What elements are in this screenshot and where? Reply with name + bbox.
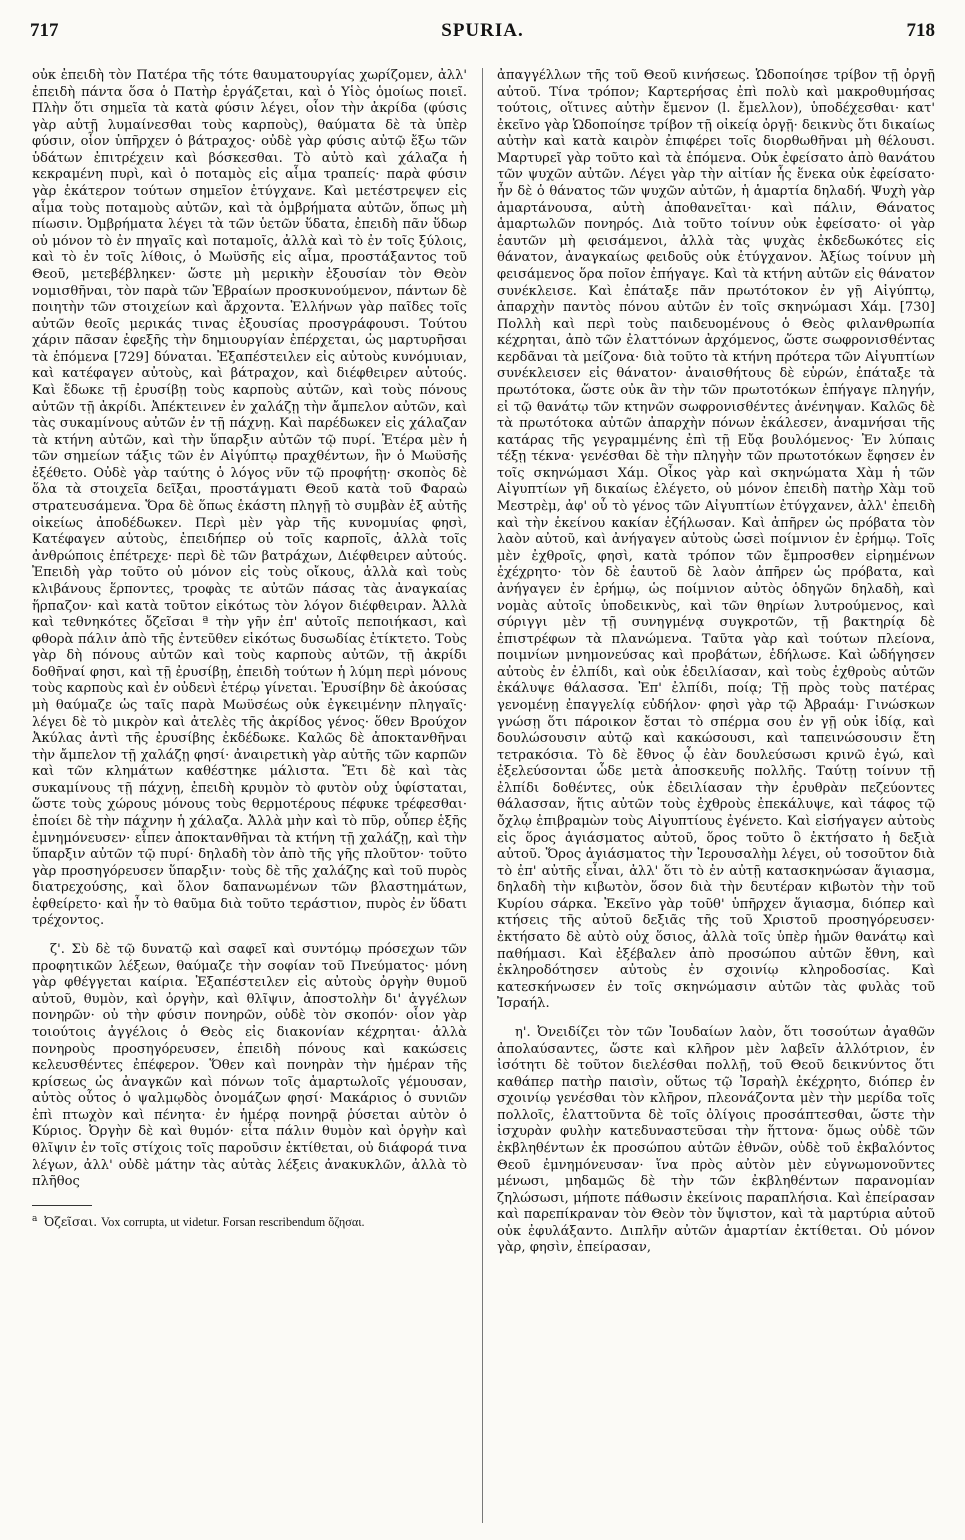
page-header [0,20,965,50]
footnote-latin: Vox corrupta, ut videtur. Forsan rescribendum ὄζησαι. [101,1214,365,1229]
footnote-mark: a [32,1213,38,1224]
running-head: SPURIA. [441,20,524,41]
page-number-left: 717 [30,20,59,41]
left-paragraph-1: οὐκ ἐπειδὴ τὸν Πατέρα τῆς τότε θαυματουργίας χωρίζομεν, ἀλλ' ἐπειδὴ πάντα ὅσα ὁ Πατὴρ ἐργάζεται, καὶ ὁ Υἱὸς ὁμοίως ποιεῖ. Πλὴν ὅτι σημεῖα τὰ κατὰ φύσιν λέγει, οἷον τὴν ἀκρίδα (φύσις γὰρ αὐτῇ λυμαίνεσθαι τοὺς καρποὺς), θαύματα δὲ τὰ ὑπὲρ φύσιν, οἷον ὑπῆρχεν ὁ βάτραχος· οὐδὲ γὰρ φύσις αὐτῷ ἔξω τῶν ὑδάτων ἐπιτρέχειν καὶ βόσκεσθαι. Τὸ αὐτὸ καὶ χάλαζα ἡ κεκραμένη πυρὶ, καὶ ὁ ποταμὸς εἰς αἷμα τραπείς· παρὰ φύσιν γὰρ ἑκάτερον τούτων σημεῖον ἐτύγχανε. Καὶ μετέστρεψεν εἰς αἷμα τοὺς ποταμοὺς αὐτῶν, καὶ τὰ ὀμβρήματα αὐτῶν, ὅπως μὴ πίωσιν. Ὀμβρήματα λέγει τὰ τῶν ὑετῶν ὕδατα, ἐπειδὴ πᾶν ὕδωρ οὐ μόνον τὸ ἐν πηγαῖς καὶ ποταμοῖς, ἀλλὰ καὶ τὸ ἐν τοῖς ξύλοις, καὶ τὸ ἐν τοῖς λίθοις, ὁ Μωϋσῆς εἰς αἷμα, προστάξαντος τοῦ Θεοῦ, μετεβέβληκεν· ὥστε μὴ μερικὴν ἐξουσίαν τὸν Θεὸν νομισθῆναι, τὸν παρὰ τῶν Ἑβραίων προσκυνούμενον, πάντων δὲ ποιητὴν τῶν στοιχείων καὶ ἄρχοντα. Ἑλλήνων γὰρ παῖδες τοῖς αὐτῶν θεοῖς μερικάς τινας ἐξουσίας προσγράφουσι. Τούτου χάριν πᾶσαν ἐφεξῆς τὴν δημιουργίαν ἐπέρχεται, ὡς μαρτυρῆσαι τὰ ἑπόμενα [729] δύναται. Ἐξαπέστειλεν εἰς αὐτοὺς κυνόμυιαν, καὶ κατέφαγεν αὐτοὺς, καὶ βάτραχον, καὶ διέφθειρεν αὐτούς. Καὶ ἔδωκε τῇ ἐρυσίβῃ τοὺς καρποὺς αὐτῶν, καὶ τοὺς πόνους αὐτῶν τῇ ἀκρίδι. Ἀπέκτεινεν ἐν χαλάζῃ τὴν ἄμπελον αὐτῶν, καὶ τὰς συκαμίνους αὐτῶν ἐν τῇ πάχνῃ. Καὶ παρέδωκεν εἰς χάλαζαν τὰ κτήνη αὐτῶν, καὶ τὴν ὕπαρξιν αὐτῶν τῷ πυρί. Ἑτέρα μὲν ἡ τῶν σημείων τάξις τῶν ἐν Αἰγύπτῳ πραχθέντων, ἣν ὁ Μωϋσῆς ἐξέθετο. Οὐδὲ γὰρ ταύτης ὁ λόγος νῦν τῷ προφήτῃ· σκοπὸς δὲ ὅλα τὰ στοιχεῖα δεῖξαι, προστάγματι Θεοῦ κατὰ τοῦ Φαραὼ στρατευσάμενα. Ὅρα δὲ ὅπως ἑκάστη πληγῇ τὸ συμβὰν ἐξ αὐτῆς οἰκείως ἀποδέδωκεν. Περὶ μὲν γὰρ τῆς κυνομυίας φησὶ, Κατέφαγεν αὐτοὺς, ἐπειδήπερ οὐ τοῖς καρποῖς, ἀλλὰ τοῖς ἀνθρώποις ἐπέτρεχε· περὶ δὲ τῶν βατράχων, Διέφθειρεν αὐτούς. Ἐπειδὴ γὰρ τοῦτο οὐ μόνον εἰς τοὺς οἴκους, ἀλλὰ καὶ τοὺς κλιβάνους ἕρποντες, τροφὰς τε αὐτῶν πάσας τὰς ἀναγκαίας ἥρπαζον· καὶ κατὰ τοῦτον εἰκότως τὸν λόγον διέφθειραν. Ἀλλὰ καὶ τεθνηκότες ὄζεῖσαι ª τὴν γῆν ἐπ' αὐτοῖς πεποιήκασι, καὶ φθορὰ πάλιν ἀπὸ τῆς ἐντεῦθεν εἰκότως δυσωδίας ἐτίκτετο. Τοὺς γὰρ δὴ πόνους αὐτῶν καὶ τοὺς καρποὺς αὐτῶν, τῇ ἀκρίδι δοθῆναί φησι, καὶ τῇ ἐρυσίβῃ, ἐπειδὴ τούτων ἡ λύμη περὶ μόνους τοὺς καρποὺς καὶ ἐν οὐδενὶ ἑτέρῳ γίνεται. Ἐρυσίβην δὲ ἀκούσας μὴ θαύμαζε ὡς ταῖς παρὰ Μωϋσέως οὐκ ἐγκειμένην πληγαῖς· λέγει δὲ τὸ μικρὸν καὶ ἀτελὲς τῆς ἀκρίδος γένος· ὅθεν Βρούχον Ἀκύλας ἀντὶ τῆς ἐρυσίβης ἐκδέδωκε. Καλῶς δὲ ἀποκτανθῆναι τὴν ἄμπελον τῇ χαλάζῃ φησί· ἀναιρετικὴ γὰρ αὐτῆς τῶν καρπῶν καὶ τῶν κλημάτων καθέστηκε μάλιστα. Ἔτι δὲ καὶ τὰς συκαμίνους τῇ πάχνῃ, ἐπειδὴ κρυμὸν τὸ φυτὸν οὐχ ὑφίσταται, ὥστε τοὺς χώρους μόνους τοὺς θερμοτέρους πέφυκε τρέφεσθαι· ἐποίει δὲ τὴν πάχνην ἡ χάλαζα. Ἀλλὰ μὴν καὶ τὸ πῦρ, οὗπερ ἑξῆς ἐμνημόνευσεν· εἶπεν ἀποκτανθῆναι τὰ κτήνη τῇ χαλάζῃ, καὶ τὴν ὕπαρξιν αὐτῶν τῷ πυρί· δηλαδὴ τὸν ἀπὸ τῆς γῆς πλοῦτον· τοῦτο γὰρ προσηγόρευσεν ὕπαρξιν· τοὺς δὲ τῆς χαλάζης καὶ τοῦ πυρὸς διατρεχούσης, καὶ ὅλον δαπανωμένων τῶν βλαστημάτων, ἐφθείρετο· καὶ ἦν τὸ θαῦμα διὰ τοῦτο τεράστιον, πυρὸς ἐν ὕδατι τρέχοντος. [32,68,467,929]
footnote-greek: Ὀζεῖσαι. [44,1214,98,1229]
section-z: ζ'. Σὺ δὲ τῷ δυνατῷ καὶ σαφεῖ καὶ συντόμῳ πρόσεχων τῶν προφητικῶν λέξεων, θαύμαζε τὴν σοφίαν τοῦ Πνεύματος· μόνη γὰρ φθέγγεται καίρια. Ἐξαπέστειλεν εἰς αὐτοὺς ὀργὴν θυμοῦ αὐτοῦ, θυμὸν, καὶ ὀργὴν, καὶ θλῖψιν, ἀποστολὴν δι' ἀγγέλων πονηρῶν· οὐ τὴν φύσιν πονηρῶν, οὐδὲ τὸν σκοπόν· οἷον γὰρ τοιούτοις ἀγγέλοις ὁ Θεὸς εἰς διακονίαν κέχρηται· ἀλλὰ πονηροὺς προσηγόρευσεν, ἐπειδὴ πόνους καὶ κακώσεις κελευσθέντες ἐπέφερον. Ὅθεν καὶ πονηρὰν τὴν ἡμέραν τῆς κρίσεως ὡς ἀναγκῶν καὶ πόνων τοῖς ἁμαρτωλοῖς γέμουσαν, αὐτὸς οὗτος ὁ ψαλμῳδὸς ὀνομάζων φησί· Μακάριος ὁ συνιῶν ἐπὶ πτωχὸν καὶ πένητα· ἐν ἡμέρᾳ πονηρᾷ ῥύσεται αὐτὸν ὁ Κύριος. Ὀργὴν δὲ καὶ θυμόν· εἶτα πάλιν θυμὸν καὶ ὀργὴν καὶ θλῖψιν ἐν τοῖς στίχοις τοῖς παροῦσιν ἐκτίθεται, οὐ διάφορά τινα λέγων, ἀλλ' οὐδὲ μάτην τὰς αὐτὰς λέξεις ἀνακυκλῶν, ἀλλὰ τὸ πλῆθος [32,942,467,1190]
page-number-right: 718 [906,20,935,41]
footnote [32,1212,467,1230]
left-column [32,68,467,1528]
section-h: η'. Ὀνειδίζει τὸν τῶν Ἰουδαίων λαὸν, ὅτι τοσούτων ἀγαθῶν ἀπολαύσαντες, ὥστε καὶ κλῆρον μὲν λαβεῖν ἀλλότριον, ἐν ἰσότητι δὲ τοῦτον διελέσθαι πολλῇ, τοῦ Θεοῦ δεικνύντος ὅτι καθάπερ πατὴρ παισὶν, οὕτως τῷ Ἰσραὴλ ἐκέχρητο, διόπερ ἐν σχοινίῳ γενέσθαι τὸν κλῆρον, πλεονάζοντα μὲν τὴν μερίδα τοῖς πολλοῖς, ἐλαττοῦντα δὲ τοῖς ὀλίγοις προσάπτεσθαι, ὥστε τὴν ἰσχυρὰν φυλὴν κατεδυναστεῦσαι τὴν ἥττονα· ὅμως οὐδὲ τῶν ἐκβληθέντων ἐκ προσώπου αὐτῶν ἐθνῶν, οὐδὲ τοῦ ἐκβαλόντος Θεοῦ ἐμνημόνευσαν· ἵνα πρὸς αὐτὸν μὲν εὐγνωμονοῦντες μένωσι, μηδαμῶς δὲ τὴν τῶν ἐκβληθέντων παρανομίαν ζηλώσωσι, μήποτε πάθωσιν ἐκείνοις παραπλήσια. Καὶ ἐπείρασαν καὶ παρεπίκραναν τὸν Θεὸν τὸν ὕψιστον, καὶ τὰ μαρτύρια αὐτοῦ οὐκ ἐφυλάξαντο. Διπλῆν αὐτῶν ἁμαρτίαν ἐκτίθεται. Οὐ μόνον γὰρ, φησὶν, ἐπείρασαν, [497,1024,935,1256]
column-divider [482,68,483,1523]
footnote-separator [32,1205,92,1206]
right-paragraph-1: ἀπαγγέλλων τῆς τοῦ Θεοῦ κινήσεως. Ὡδοποίησε τρίβον τῇ ὀργῇ αὐτοῦ. Τίνα τρόπον; Καρτερήσας ἐπὶ πολὺ καὶ μακροθυμήσας τούτοις, οἵτινες αὐτὴν ἔμενον (l. ἔμελλον), ὑποδέχεσθαι· κατ' ἐκεῖνο γὰρ Ὡδοποίησε τρίβον τῇ οἰκείᾳ ὀργῇ· δεικνὺς ὅτι δικαίως αὐτὴν καὶ κατὰ καιρὸν ἐπιφέρει τοῖς διορθωθῆναι μὴ θέλουσι. Μαρτυρεῖ γὰρ τοῦτο καὶ τὰ ἑπόμενα. Οὐκ ἐφείσατο ἀπὸ θανάτου τῶν ψυχῶν αὐτῶν. Λέγει γὰρ τὴν αἰτίαν ἧς ἕνεκα οὐκ ἐφείσατο· ἦν δὲ ὁ θάνατος τῶν ψυχῶν αὐτῶν, ἡ ἁμαρτία δηλαδή. Ψυχὴ γὰρ ἁμαρτάνουσα, αὐτὴ ἀποθανεῖται· καὶ πάλιν, Θάνατος ἁμαρτωλῶν πονηρός. Διὰ τοῦτο τοίνυν οὐκ ἐφείσατο· οἱ γὰρ ἑαυτῶν μὴ φεισάμενοι, ἀλλὰ τὰς ψυχὰς ἐκδεδωκότες εἰς θάνατον, ἀναγκαίως φειδοῦς οὐκ ἐτύγχανον. Ἀξίως τοίνυν μὴ φεισάμενος ὅρα ποῖον ἐπήγαγε. Καὶ τὰ κτήνη αὐτῶν εἰς θάνατον συνέκλεισε. Καὶ ἐπάταξε πᾶν πρωτότοκον ἐν γῇ Αἰγύπτῳ, ἀπαρχὴν παντὸς πόνου αὐτῶν ἐν τοῖς σκηνώμασι Χάμ. [730] Πολλὴ καὶ περὶ τοὺς παιδευομένους ὁ Θεὸς φιλανθρωπία κέχρηται, ἀπὸ τῶν ἐλαττόνων ἀρχόμενος, ὥστε σωφρονισθέντας κερδᾶναι τὰ μείζονα· διὰ τοῦτο τὰ κτήνη πρότερα τῶν Αἰγυπτίων συνέκλεισεν εἰς θάνατον· ἀναισθήτους δὲ εὑρών, ἐπάταξε τὰ πρωτότοκα, ὥστε οὐκ ἂν τὴν τῶν πρωτοτόκων ἐπήγαγε πληγήν, εἰ τῷ θανάτῳ τῶν κτηνῶν σωφρονισθέντες ἀνένηψαν. Καλῶς δὲ τὰ πρωτότοκα αὐτῶν ἀπαρχὴν πόνων ἐκάλεσεν, ἀναμνήσαι τῆς κατάρας τῆς γεγραμμένης ἐπὶ τῇ Εὔᾳ βουλόμενος· Ἐν λύπαις τέξῃ τέκνα· γενέσθαι δὲ τὴν πληγὴν τῶν πρωτοτόκων ἔφησεν ἐν τοῖς σκηνώμασι Χάμ. Οἶκος γὰρ καὶ σκηνώματα Χὰμ ἡ τῶν Αἰγυπτίων γῆ δικαίως ἐλέγετο, οὐ μόνον ἐπειδὴ πατὴρ Χὰμ τοῦ Μεστρὲμ, ἀφ' οὗ τὸ γένος τῶν Αἰγυπτίων ἐτύγχανεν, ἀλλ' ἐπειδὴ καὶ τὴν ἐκείνου κακίαν ἐζήλωσαν. Καὶ ἀπῆρεν ὡς πρόβατα τὸν λαὸν αὐτοῦ, καὶ ἀνήγαγεν αὐτοὺς ὡσεὶ ποίμνιον ἐν ἐρήμῳ. Τοῖς μὲν ἐχθροῖς, φησὶ, κατὰ τρόπον τῶν ἔμπροσθεν εἰρημένων ἐχέχρητο· τὸν δὲ ἑαυτοῦ δὲ λαὸν ἀπῆρεν ὡς πρόβατα, καὶ ἀνήγαγεν ἐν ἐρήμῳ, ὡς ποίμνιον αὐτὸς ὁδηγῶν δηλαδὴ, καὶ νομὰς αὐτοῖς ὑποδεικνὺς, καὶ τῶν θηρίων λυτρούμενος, καὶ σύριγγι μὲν τῇ συνηγμένᾳ συγκροτῶν, τῇ βακτηρίᾳ δὲ ἐπιστρέφων τὰ πλανώμενα. Ταῦτα γὰρ καὶ τούτων πλείονα, ποιμνίων μνημονεύσας καὶ προβάτων, ἐδήλωσε. Καὶ ὡδήγησεν αὐτοὺς ἐν ἐλπίδι, καὶ οὐκ ἐδειλίασαν, καὶ τοὺς ἐχθροὺς αὐτῶν ἐκάλυψε θάλασσα. Ἐπ' ἐλπίδι, ποίᾳ; Τῇ πρὸς τοὺς πατέρας γενομένῃ ἐπαγγελίᾳ εὐδήλον· φησὶ γὰρ τῷ Ἀβραάμ· Γινώσκων γνώσῃ ὅτι πάροικον ἔσται τὸ σπέρμα σου ἐν γῇ οὐκ ἰδίᾳ, καὶ δουλώσουσιν αὐτῷ καὶ κακώσουσι, καὶ ταπεινώσουσιν ἔτη τετρακόσια. Τὸ δὲ ἔθνος ᾧ ἐὰν δουλεύσωσι κρινῶ ἐγώ, καὶ ἐξελεύσονται ὧδε μετὰ ἀποσκευῆς πολλῆς. Ταύτῃ τοίνυν τῇ ἐλπίδι δοθέντες, οὐκ ἐδειλίασαν τὴν ἐρυθρὰν πεζεύοντες θάλασσαν, ἥτις αὐτῶν τοὺς ἐχθροὺς ἐπεκάλυψε, καὶ τάφος τῷ ὄχλῳ ἐπιβραμὼν τοὺς Αἰγυπτίους ἐγένετο. Καὶ εἰσήγαγεν αὐτοὺς εἰς ὅρος ἁγιάσματος αὐτοῦ, ὅρος τοῦτο ὃ ἐκτήσατο ἡ δεξιὰ αὐτοῦ. Ὅρος ἁγιάσματος τὴν Ἱερουσαλὴμ λέγει, οὐ τοσοῦτον διὰ τὸ ἐπ' αὐτῆς εἶναι, ἀλλ' ὅτι τὸ ἐν αὐτῇ κατασκηνώσαν ἅγιασμα, δηλαδὴ τὴν κιβωτὸν, ὅσον διὰ τὴν δευτέραν κιβωτὸν τὴν τοῦ Κυρίου σάρκα. Ἐκεῖνο γὰρ τοῦθ' ὑπῆρχεν ἅγιασμα, διόπερ καὶ κτήσεις τῆς αὐτοῦ δεξιᾶς τῆς τοῦ Χριστοῦ προσηγόρευσεν· ἐκτήσατο δὲ αὐτὸ οὐχ ὅσιος, ἀλλὰ τοῖς ὑπὲρ ἡμῶν θανάτῳ καὶ παθήμασι. Καὶ ἐξέβαλεν ἀπὸ προσώπου αὐτῶν ἔθνη, καὶ ἐκληροδότησεν αὐτοὺς ἐν σχοινίῳ κληροδοσίας. Καὶ κατεσκήνωσεν ἐν τοῖς σκηνώμασιν αὐτῶν τὰς φυλὰς τοῦ Ἰσραήλ. [497,68,935,1012]
right-column [497,68,935,1528]
